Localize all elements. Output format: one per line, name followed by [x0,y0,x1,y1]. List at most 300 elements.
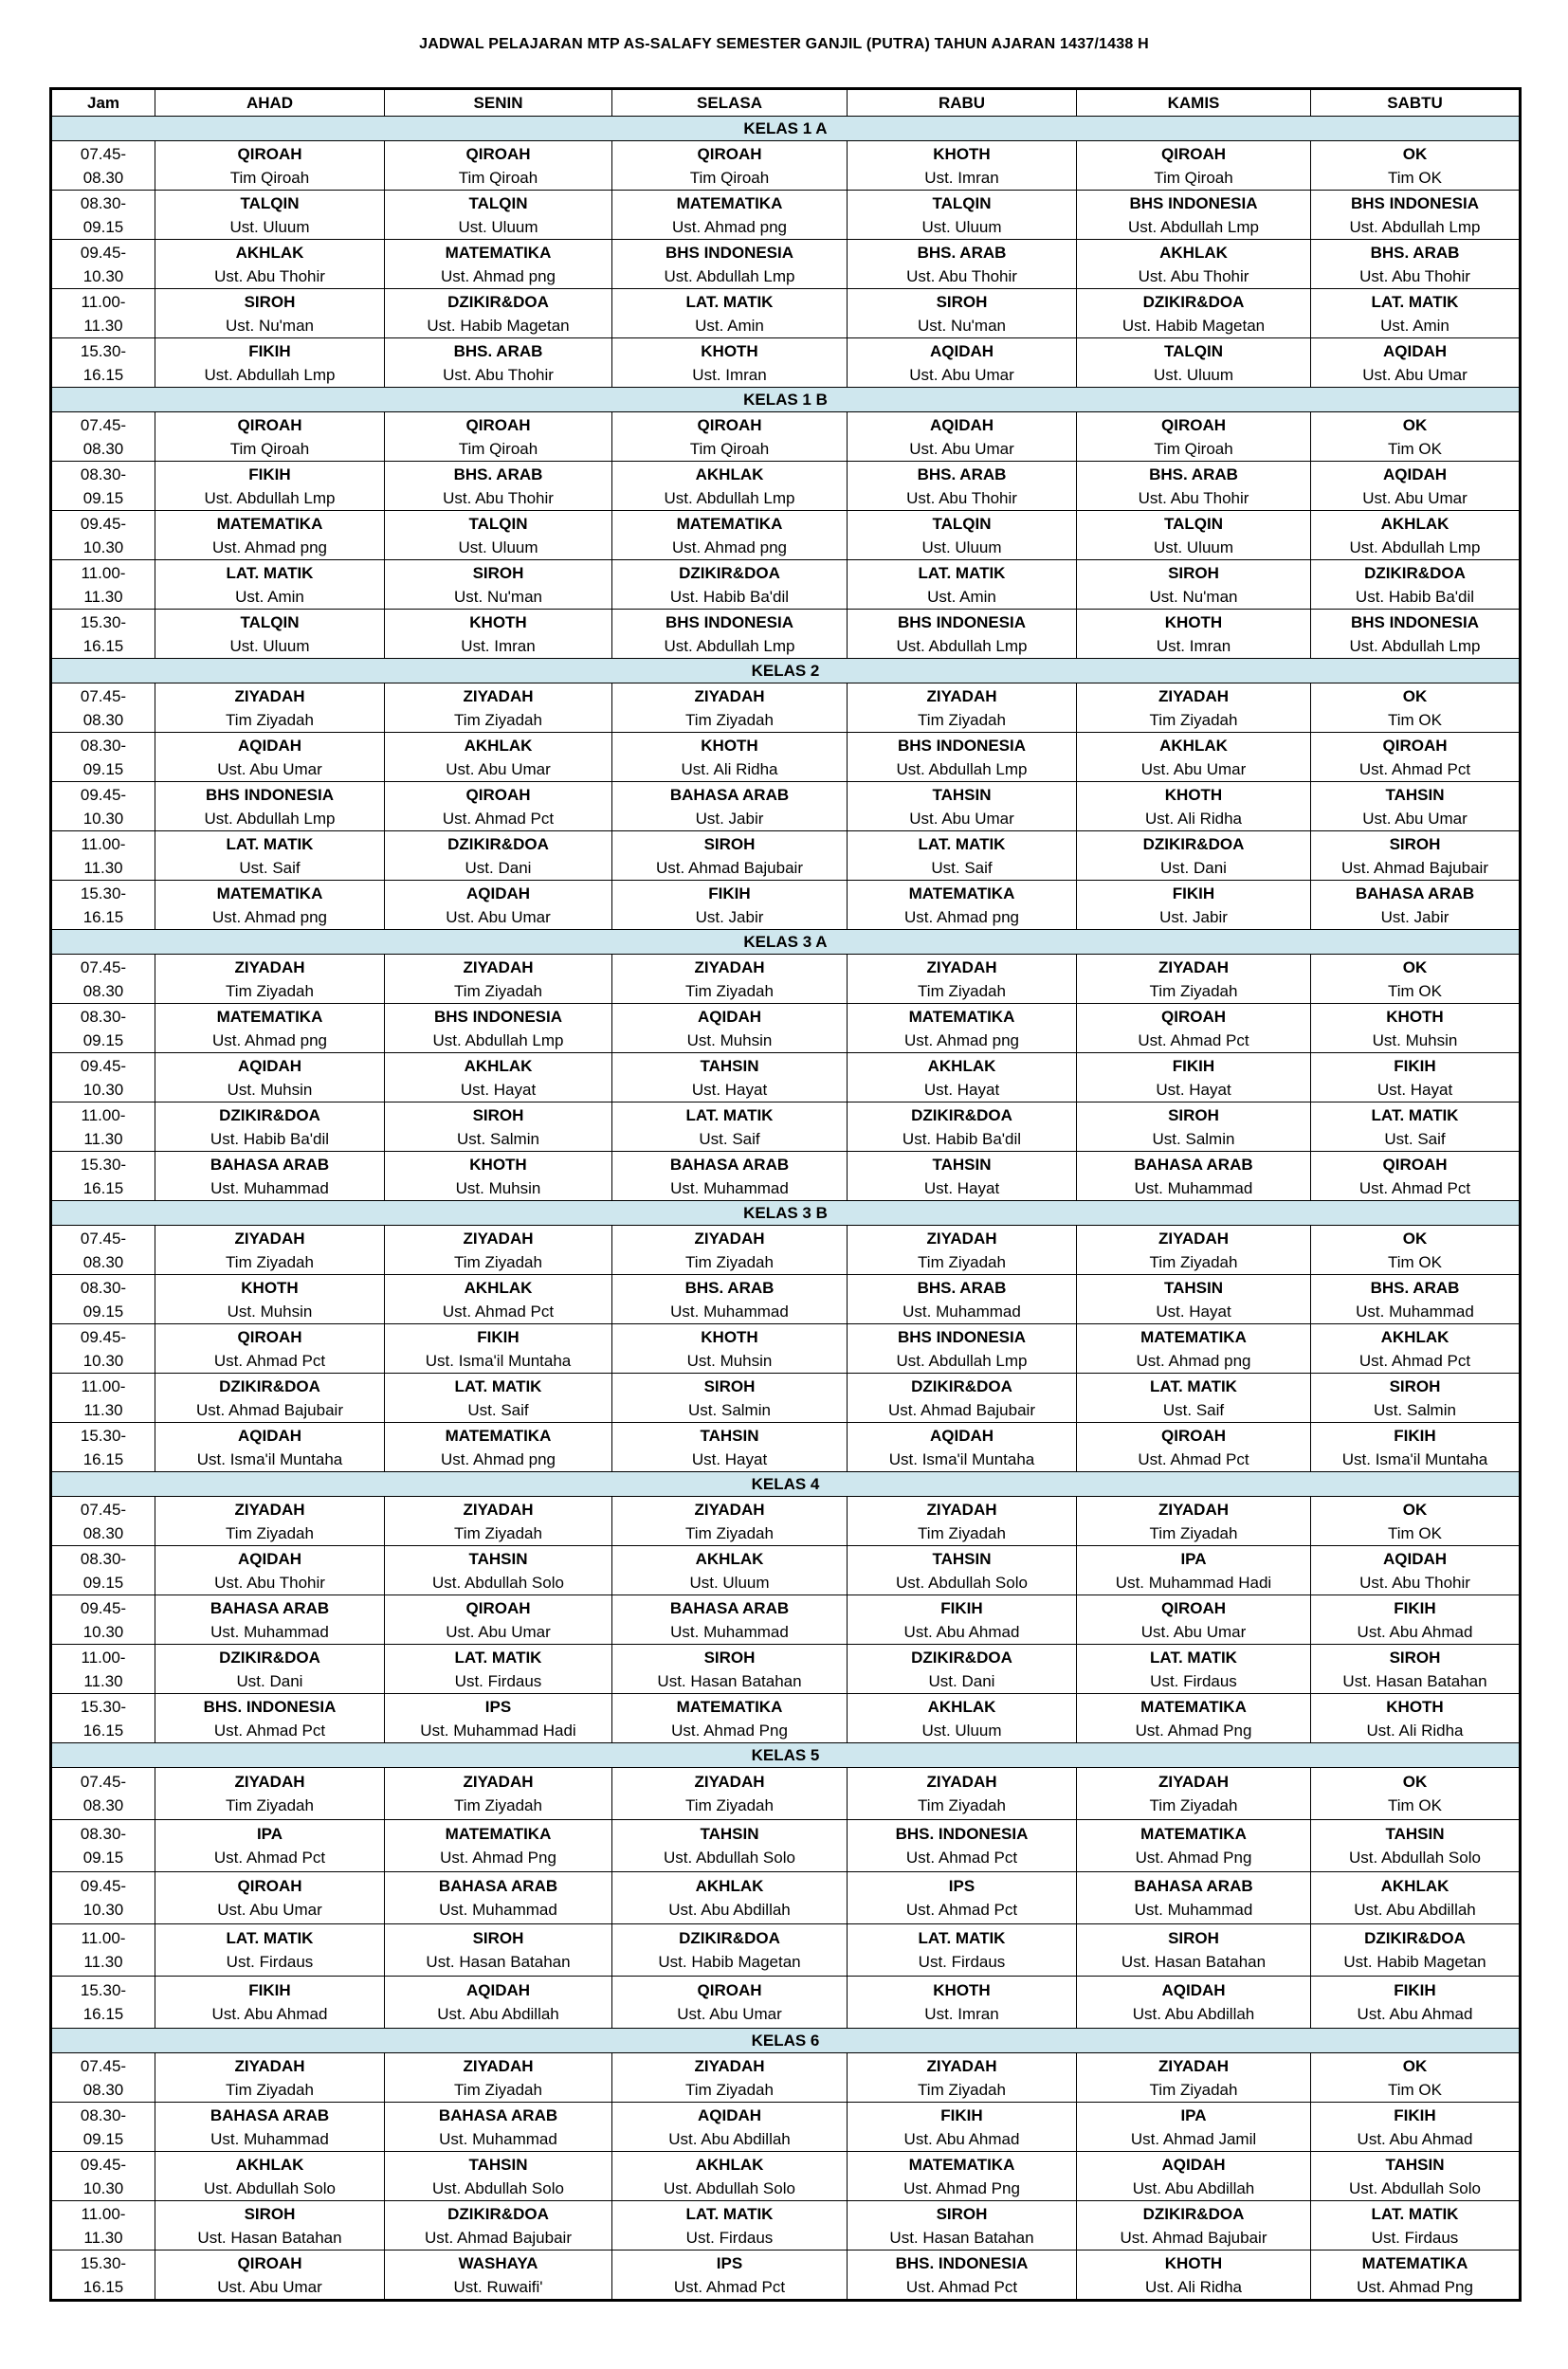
lesson-cell [1311,511,1521,560]
subject-name: TAHSIN [468,1549,528,1568]
subject-name: MATEMATIKA [1140,1825,1247,1843]
time-slot-row [51,1645,1521,1694]
subject-name: TAHSIN [932,785,992,804]
lesson-cell [612,2201,848,2251]
time-slot-row [51,2053,1521,2103]
lesson-cell [155,462,385,511]
subject-name: QIROAH [237,1327,302,1346]
teacher-name: Ust. Ahmad Pct [1358,1351,1471,1370]
lesson-cell [385,1595,612,1645]
lesson-cell [848,240,1077,289]
lesson-cell [1077,1226,1311,1275]
subject-name: ZIYADAH [463,2056,534,2075]
time-start: 15.30- [80,1155,127,1174]
teacher-name: Ust. Muhammad [670,1178,789,1197]
teacher-name: Ust. Abdullah Lmp [1349,538,1481,556]
lesson-cell [1077,191,1311,240]
lesson-cell [848,141,1077,191]
time-slot-row [51,2103,1521,2152]
subject-name: MATEMATIKA [908,884,1015,902]
lesson-cell [848,2103,1077,2152]
time-end: 16.15 [82,2005,124,2023]
lesson-cell [1311,1595,1521,1645]
time-cell [51,191,155,240]
subject-name: LAT. MATIK [918,563,1006,582]
teacher-name: Ust. Ahmad png [672,217,787,236]
time-cell [51,1324,155,1374]
subject-name: TALQIN [240,193,300,212]
time-cell [51,511,155,560]
teacher-name: Ust. Saif [931,858,993,877]
time-slot-row [51,412,1521,462]
lesson-cell [1077,1645,1311,1694]
time-end: 10.30 [82,809,124,828]
lesson-cell [1311,1546,1521,1595]
teacher-name: Ust. Ahmad Pct [213,1351,326,1370]
teacher-name: Ust. Abu Umar [217,2277,322,2296]
time-cell [51,338,155,388]
teacher-name: Ust. Abu Umar [217,759,322,778]
subject-name: OK [1402,144,1428,163]
lesson-cell [848,1152,1077,1201]
lesson-cell [155,1226,385,1275]
lesson-cell [1077,2152,1311,2201]
lesson-cell [1311,881,1521,930]
teacher-name: Ust. Uluum [1153,538,1234,556]
subject-name: BHS. ARAB [1149,465,1238,483]
subject-name: ZIYADAH [463,957,534,976]
teacher-name: Ust. Ahmad Bajubair [656,858,803,877]
class-section-row [51,659,1521,683]
subject-name: AKHLAK [235,2155,304,2174]
subject-name: DZIKIR&DOA [219,1105,320,1124]
lesson-cell [612,610,848,659]
teacher-name: Ust. Jabir [1380,907,1449,926]
teacher-name: Ust. Abu Abdillah [668,2129,791,2148]
teacher-name: Ust. Abu Umar [217,1901,322,1919]
time-start: 08.30- [80,1278,127,1297]
lesson-cell [385,831,612,881]
subject-name: SIROH [1168,1105,1219,1124]
subject-name: DZIKIR&DOA [1364,563,1466,582]
time-start: 15.30- [80,2253,127,2272]
subject-name: IPA [256,1825,283,1843]
teacher-name: Ust. Saif [1384,1129,1446,1148]
subject-name: LAT. MATIK [685,292,774,311]
teacher-name: Ust. Firdaus [918,1953,1006,1971]
teacher-name: Tim Ziyadah [226,710,314,729]
lesson-cell [1311,560,1521,610]
teacher-name: Ust. Abdullah Lmp [896,759,1028,778]
subject-name: DZIKIR&DOA [679,1929,780,1947]
time-end: 11.30 [83,858,123,877]
time-slot-row [51,511,1521,560]
time-slot-row [51,191,1521,240]
teacher-name: Ust. Hayat [1156,1080,1231,1099]
lesson-cell [155,1102,385,1152]
time-cell [51,610,155,659]
time-slot-row [51,1595,1521,1645]
teacher-name: Ust. Habib Magetan [1121,316,1266,335]
lesson-cell [155,683,385,733]
lesson-cell [155,1977,385,2029]
time-cell [51,2251,155,2301]
time-end: 08.30 [82,168,124,187]
subject-name: OK [1402,415,1428,434]
subject-name: TAHSIN [932,1549,992,1568]
subject-name: FIKIH [940,1598,983,1617]
lesson-cell [385,782,612,831]
lesson-cell [848,1497,1077,1546]
teacher-name: Ust. Firdaus [454,1671,542,1690]
teacher-name: Ust. Ali Ridha [681,759,778,778]
teacher-name: Ust. Abdullah Lmp [204,809,336,828]
time-start: 07.45- [80,144,127,163]
subject-name: KHOTH [1164,612,1223,631]
subject-name: AQIDAH [929,415,994,434]
time-slot-row [51,2251,1521,2301]
teacher-name: Ust. Ali Ridha [1366,1721,1464,1740]
teacher-name: Ust. Ahmad Bajubair [425,2228,572,2247]
teacher-name: Ust. Ahmad Pct [1138,1030,1249,1049]
teacher-name: Ust. Muhammad [903,1302,1021,1321]
lesson-cell [155,2152,385,2201]
teacher-name: Ust. Habib Magetan [1343,1953,1486,1971]
teacher-name: Ust. Ahmad Pct [213,1721,326,1740]
subject-name: KHOTH [241,1278,299,1297]
teacher-name: Ust. Muhsin [1372,1030,1458,1049]
teacher-name: Ust. Hayat [923,1080,1000,1099]
lesson-cell [1311,1768,1521,1820]
subject-name: SIROH [1168,1929,1219,1947]
subject-name: OK [1402,1229,1428,1248]
subject-name: ZIYADAH [1158,2056,1229,2075]
teacher-name: Ust. Abu Ahmad [1357,2129,1473,2148]
lesson-cell [385,1645,612,1694]
subject-name: BHS. ARAB [1370,243,1460,262]
subject-name: FIKIH [940,2105,983,2124]
lesson-cell [385,683,612,733]
lesson-cell [848,462,1077,511]
time-end: 08.30 [82,1796,124,1814]
teacher-name: Tim Qiroah [229,439,310,458]
time-start: 09.45- [80,1877,127,1895]
teacher-name: Ust. Muhsin [455,1178,541,1197]
lesson-cell [155,1374,385,1423]
teacher-name: Tim Qiroah [1154,439,1233,458]
lesson-cell [1077,1374,1311,1423]
lesson-cell [1311,1053,1521,1102]
lesson-cell [1311,412,1521,462]
teacher-name: Ust. Ahmad Png [1135,1721,1252,1740]
subject-name: FIKIH [248,465,291,483]
subject-name: AKHLAK [1159,243,1228,262]
lesson-cell [385,1275,612,1324]
teacher-name: Ust. Abu Umar [909,365,1014,384]
subject-name: MATEMATIKA [445,1825,552,1843]
subject-name: QIROAH [465,785,531,804]
time-slot-row [51,1152,1521,1201]
time-end: 10.30 [82,1622,124,1641]
subject-name: AQIDAH [237,1056,302,1075]
subject-name: TALQIN [240,612,300,631]
lesson-cell [385,2152,612,2201]
lesson-cell [612,191,848,240]
subject-name: ZIYADAH [926,1773,997,1791]
subject-name: BHS. ARAB [917,243,1007,262]
lesson-cell [612,1053,848,1102]
lesson-cell [1311,462,1521,511]
teacher-name: Ust. Abdullah Lmp [204,365,336,384]
teacher-name: Ust. Firdaus [1150,1671,1237,1690]
teacher-name: Tim Ziyadah [454,2080,542,2099]
time-slot-row [51,462,1521,511]
teacher-name: Ust. Hayat [1377,1080,1453,1099]
teacher-name: Ust. Ahmad Png [1357,2277,1473,2296]
time-start: 11.00- [81,1648,126,1667]
lesson-cell [612,1924,848,1977]
subject-name: BHS. ARAB [917,1278,1007,1297]
lesson-cell [1077,782,1311,831]
subject-name: TALQIN [468,193,528,212]
subject-name: ZIYADAH [926,1229,997,1248]
lesson-cell [848,881,1077,930]
time-slot-row [51,610,1521,659]
subject-name: BHS. ARAB [453,465,543,483]
subject-name: TALQIN [468,514,528,533]
lesson-cell [1077,1694,1311,1743]
subject-name: TAHSIN [932,1155,992,1174]
time-cell [51,782,155,831]
subject-name: QIROAH [1382,736,1448,755]
teacher-name: Ust. Abu Ahmad [1357,1622,1473,1641]
subject-name: QIROAH [465,144,531,163]
time-slot-row [51,240,1521,289]
class-section-row [51,1743,1521,1768]
teacher-name: Ust. Ahmad png [672,538,787,556]
time-cell [51,1152,155,1201]
teacher-name: Ust. Abu Abdillah [1132,2178,1255,2197]
subject-name: KHOTH [701,341,758,360]
lesson-cell [1311,1497,1521,1546]
teacher-name: Ust. Dani [236,1671,303,1690]
subject-name: AKHLAK [695,465,764,483]
teacher-name: Ust. Abu Ahmad [211,2005,328,2023]
time-cell [51,1595,155,1645]
lesson-cell [1311,831,1521,881]
teacher-name: Ust. Ahmad png [441,1449,556,1468]
lesson-cell [1311,2152,1521,2201]
lesson-cell [848,191,1077,240]
time-cell [51,1694,155,1743]
teacher-name: Ust. Hayat [460,1080,537,1099]
teacher-name: Ust. Abu Umar [446,759,551,778]
subject-name: IPS [716,2253,743,2272]
teacher-name: Ust. Abu Abdillah [668,1901,791,1919]
time-cell [51,2201,155,2251]
lesson-cell [155,560,385,610]
teacher-name: Tim OK [1388,1796,1442,1814]
subject-name: BHS. ARAB [1370,1278,1460,1297]
lesson-cell [1311,683,1521,733]
subject-name: LAT. MATIK [454,1648,542,1667]
teacher-name: Ust. Ahmad Bajubair [1120,2228,1267,2247]
subject-name: OK [1402,957,1428,976]
time-end: 16.15 [82,1178,124,1197]
teacher-name: Tim OK [1388,168,1442,187]
subject-name: LAT. MATIK [454,1376,542,1395]
lesson-cell [155,2201,385,2251]
time-cell [51,2103,155,2152]
subject-name: BHS INDONESIA [897,612,1027,631]
time-cell [51,2152,155,2201]
lesson-cell [155,289,385,338]
teacher-name: Ust. Abdullah Solo [1349,1849,1481,1867]
teacher-name: Ust. Uluum [921,217,1002,236]
lesson-cell [1311,955,1521,1004]
subject-name: MATEMATIKA [908,1007,1015,1026]
lesson-cell [612,1423,848,1472]
subject-name: IPA [1180,2105,1207,2124]
subject-name: BHS INDONESIA [433,1007,563,1026]
subject-name: ZIYADAH [694,1500,765,1519]
lesson-cell [385,191,612,240]
teacher-name: Ust. Uluum [921,1721,1002,1740]
lesson-cell [612,1645,848,1694]
teacher-name: Ust. Ahmad Bajubair [888,1400,1035,1419]
time-start: 15.30- [80,1426,127,1445]
subject-name: MATEMATIKA [1140,1327,1247,1346]
lesson-cell [155,1546,385,1595]
subject-name: ZIYADAH [234,1773,305,1791]
teacher-name: Ust. Abdullah Solo [432,1573,564,1592]
time-start: 08.30- [80,736,127,755]
time-end: 08.30 [82,981,124,1000]
time-end: 08.30 [82,1523,124,1542]
lesson-cell [1311,141,1521,191]
lesson-cell [155,733,385,782]
teacher-name: Ust. Habib Ba'dil [902,1129,1022,1148]
teacher-name: Ust. Ahmad png [212,538,327,556]
subject-name: SIROH [472,1929,524,1947]
lesson-cell [612,955,848,1004]
teacher-name: Ust. Abu Umar [1362,809,1468,828]
teacher-name: Ust. Abdullah Lmp [664,266,795,285]
subject-name: TAHSIN [1385,1825,1445,1843]
teacher-name: Ust. Hayat [691,1449,768,1468]
teacher-name: Ust. Habib Magetan [427,316,570,335]
lesson-cell [385,610,612,659]
time-slot-row [51,831,1521,881]
time-slot-row [51,2152,1521,2201]
lesson-cell [1311,2053,1521,2103]
lesson-cell [848,1768,1077,1820]
subject-name: AQIDAH [237,736,302,755]
lesson-cell [155,955,385,1004]
teacher-name: Ust. Ahmad Pct [673,2277,786,2296]
teacher-name: Ust. Ahmad Png [1135,1849,1252,1867]
lesson-cell [612,1820,848,1872]
subject-name: ZIYADAH [926,1500,997,1519]
time-cell [51,1275,155,1324]
subject-name: AQIDAH [1382,341,1448,360]
lesson-cell [1077,1595,1311,1645]
subject-name: KHOTH [469,612,527,631]
lesson-cell [612,2103,848,2152]
lesson-cell [1311,1924,1521,1977]
teacher-name: Ust. Abdullah Solo [896,1573,1028,1592]
time-end: 16.15 [82,1721,124,1740]
teacher-name: Ust. Muhammad [439,1901,557,1919]
lesson-cell [1077,560,1311,610]
subject-name: DZIKIR&DOA [447,2204,549,2223]
teacher-name: Ust. Abu Umar [446,1622,551,1641]
subject-name: BHS INDONESIA [1129,193,1258,212]
time-start: 08.30- [80,2105,127,2124]
time-cell [51,1497,155,1546]
lesson-cell [1077,1275,1311,1324]
time-slot-row [51,1977,1521,2029]
lesson-cell [1311,610,1521,659]
subject-name: SIROH [472,1105,524,1124]
teacher-name: Ust. Salmin [1374,1400,1456,1419]
lesson-cell [848,683,1077,733]
lesson-cell [1077,1053,1311,1102]
lesson-cell [385,1004,612,1053]
time-start: 09.45- [80,1327,127,1346]
teacher-name: Ust. Isma'il Muntaha [888,1449,1035,1468]
subject-name: FIKIH [1172,1056,1215,1075]
teacher-name: Ust. Imran [692,365,767,384]
header-row [51,89,1521,117]
lesson-cell [385,412,612,462]
time-cell [51,1768,155,1820]
subject-name: TALQIN [932,514,992,533]
teacher-name: Ust. Imran [924,168,999,187]
subject-name: QIROAH [697,1981,762,1999]
time-end: 16.15 [82,2277,124,2296]
time-cell [51,881,155,930]
lesson-cell [1311,1820,1521,1872]
time-cell [51,1374,155,1423]
subject-name: WASHAYA [458,2253,538,2272]
subject-name: ZIYADAH [463,1229,534,1248]
teacher-name: Ust. Abu Thohir [1359,266,1470,285]
time-end: 10.30 [82,1901,124,1919]
subject-name: OK [1402,1500,1428,1519]
lesson-cell [612,683,848,733]
subject-name: AKHLAK [1380,1327,1449,1346]
time-slot-row [51,1053,1521,1102]
time-cell [51,733,155,782]
time-slot-row [51,1275,1521,1324]
lesson-cell [1077,240,1311,289]
lesson-cell [155,511,385,560]
teacher-name: Tim Ziyadah [685,981,774,1000]
subject-name: ZIYADAH [694,686,765,705]
lesson-cell [848,511,1077,560]
subject-name: SIROH [1389,1648,1441,1667]
lesson-cell [155,782,385,831]
teacher-name: Ust. Hasan Batahan [197,2228,342,2247]
teacher-name: Ust. Abu Thohir [1138,266,1249,285]
lesson-cell [612,2053,848,2103]
lesson-cell [1077,1152,1311,1201]
teacher-name: Tim OK [1388,981,1442,1000]
subject-name: MATEMATIKA [216,884,323,902]
subject-name: SIROH [472,563,524,582]
teacher-name: Ust. Abu Umar [1140,1622,1247,1641]
